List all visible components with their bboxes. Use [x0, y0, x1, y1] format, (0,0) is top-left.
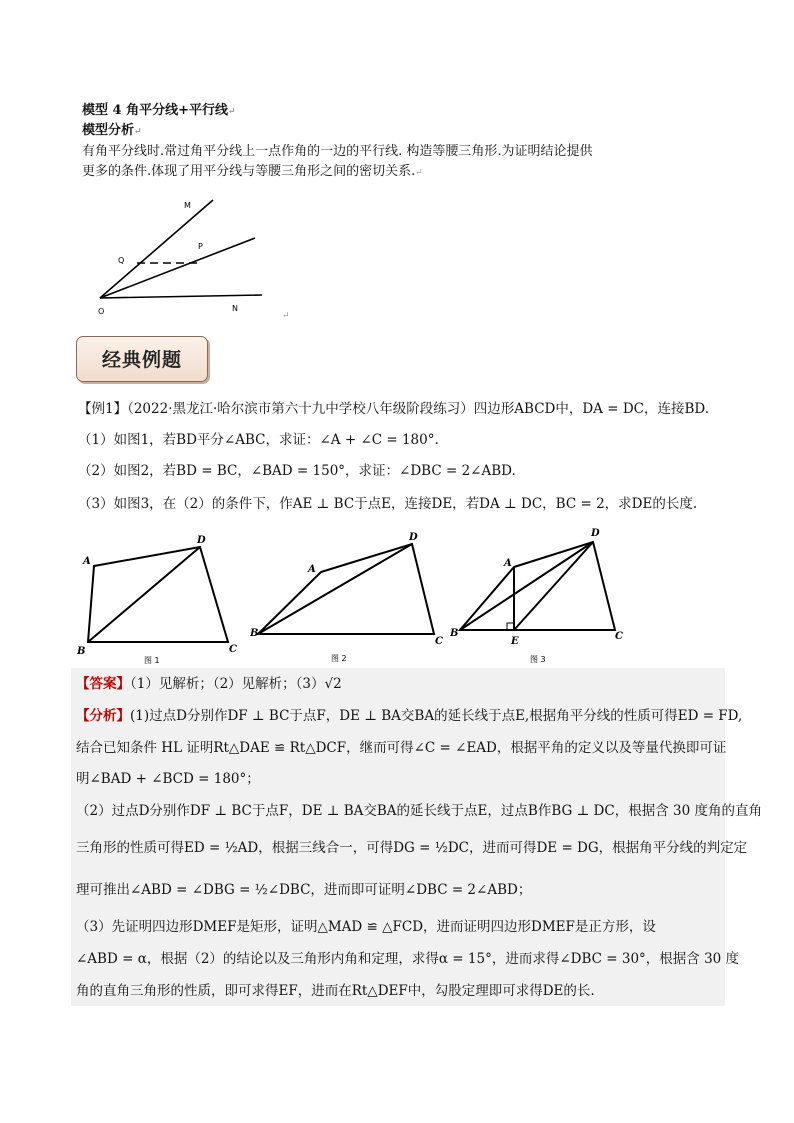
fig3-label-a: A — [504, 558, 512, 569]
figure-1 — [76, 530, 246, 670]
ray-on — [100, 295, 262, 298]
analysis-p2-line3: 理可推出∠ABD = ∠DBG = ½∠DBC，进而即可证明∠DBC = 2∠ABD； — [76, 882, 532, 898]
model-heading: 模型 4 角平分线+平行线↵ — [82, 103, 236, 118]
fig2-label-c: C — [435, 636, 443, 647]
analysis-tag: 【分析】 — [76, 708, 130, 724]
example-line3: （2）如图2，若BD = BC，∠BAD = 150°，求证：∠DBC = 2∠ABD. — [78, 463, 516, 479]
quad-abcd-1 — [88, 547, 228, 642]
fig2-label-b: B — [250, 628, 259, 639]
fig3-caption: 图 3 — [530, 655, 546, 664]
ray-op — [100, 238, 255, 298]
right-angle-mark — [507, 623, 514, 630]
label-o: O — [98, 307, 105, 316]
analysis-p3-line3: 角的直角三角形的性质，即可求得EF，进而在Rt△DEF中，勾股定理即可求得DE的长. — [76, 983, 595, 999]
fig3-label-c: C — [615, 631, 623, 642]
analysis-p2-line1: （2）过点D分别作DF ⊥ BC于点F，DE ⊥ BA交BA的延长线于点E，过点B作BG ⊥ DC，根据含 30 度角的直角 — [76, 803, 762, 819]
fig3-label-d: D — [591, 528, 600, 539]
label-m: M — [184, 201, 191, 210]
fig3-label-e: E — [511, 636, 519, 647]
quad-abcd-2 — [258, 544, 434, 634]
analysis-p1-line3: 明∠BAD + ∠BCD = 180°； — [76, 771, 260, 787]
example-line4: （3）如图3，在（2）的条件下，作AE ⊥ BC于点E，连接DE，若DA ⊥ DC，BC = 2，求DE的长度. — [78, 496, 698, 512]
angle-bisector-figure — [90, 190, 300, 320]
quad-abcd-3 — [460, 542, 615, 630]
example-line2: （1）如图1，若BD平分∠ABC，求证：∠A + ∠C = 180°. — [78, 432, 439, 448]
diagonal-bd-1 — [88, 547, 200, 642]
analysis-p1-line1: 【分析】(1)过点D分别作DF ⊥ BC于点F，DE ⊥ BA交BA的延长线于点E,根据角平分线的性质可得ED = FD, — [76, 708, 743, 724]
label-n: N — [232, 304, 238, 313]
fig1-label-a: A — [83, 556, 91, 567]
fig1-label-d: D — [197, 535, 206, 546]
analysis-p3-line2: ∠ABD = α，根据（2）的结论以及三角形内角和定理，求得α = 15°，进而求得∠DBC = 30°，根据含 30 度 — [76, 951, 740, 967]
model-text-line1: 有角平分线时.常过角平分线上一点作角的一边的平行线. 构造等腰三角形.为证明结论提供 — [82, 144, 593, 159]
label-q: Q — [118, 256, 125, 265]
paragraph-mark: ↵ — [282, 311, 290, 321]
fig1-caption: 图 1 — [144, 656, 160, 665]
model-subheading: 模型分析↵ — [82, 123, 142, 138]
figure-2 — [250, 530, 450, 670]
diagonal-bd-2 — [258, 544, 412, 634]
section-title-box — [76, 336, 208, 382]
analysis-p1-line2: 结合已知条件 HL 证明Rt△DAE ≌ Rt△DCF，继而可得∠C = ∠EAD，根据平角的定义以及等量代换即可证 — [76, 740, 727, 756]
analysis-p2-line2: 三角形的性质可得ED = ½AD，根据三线合一，可得DG = ½DC，进而可得DE = DG，根据角平分线的判定定 — [76, 840, 748, 856]
fig2-label-d: D — [409, 532, 418, 543]
analysis-p3-line1: （3）先证明四边形DMEF是矩形，证明△MAD ≌ △FCD，进而证明四边形DMEF是正方形，设 — [76, 919, 656, 935]
fig2-label-a: A — [308, 564, 316, 575]
fig1-label-c: C — [229, 644, 237, 655]
fig1-label-b: B — [77, 646, 86, 657]
label-p: P — [198, 242, 203, 251]
example-line1: 【例1】（2022·黑龙江·哈尔滨市第六十九中学校八年级阶段练习）四边形ABCD中，DA = DC，连接BD. — [78, 401, 710, 417]
answer-line — [76, 674, 342, 694]
fig2-caption: 图 2 — [331, 654, 347, 663]
fig3-label-b: B — [450, 628, 459, 639]
model-text-line2: 更多的条件.体现了用平分线与等腰三角形之间的密切关系.↵ — [82, 164, 423, 179]
section-title: 经典例题 — [101, 349, 182, 371]
answer-tag: 【答案】 — [76, 676, 130, 692]
figure-3 — [450, 525, 635, 670]
ray-om — [100, 200, 213, 298]
answer-text: （1）见解析；（2）见解析；（3）√2 — [130, 676, 342, 692]
